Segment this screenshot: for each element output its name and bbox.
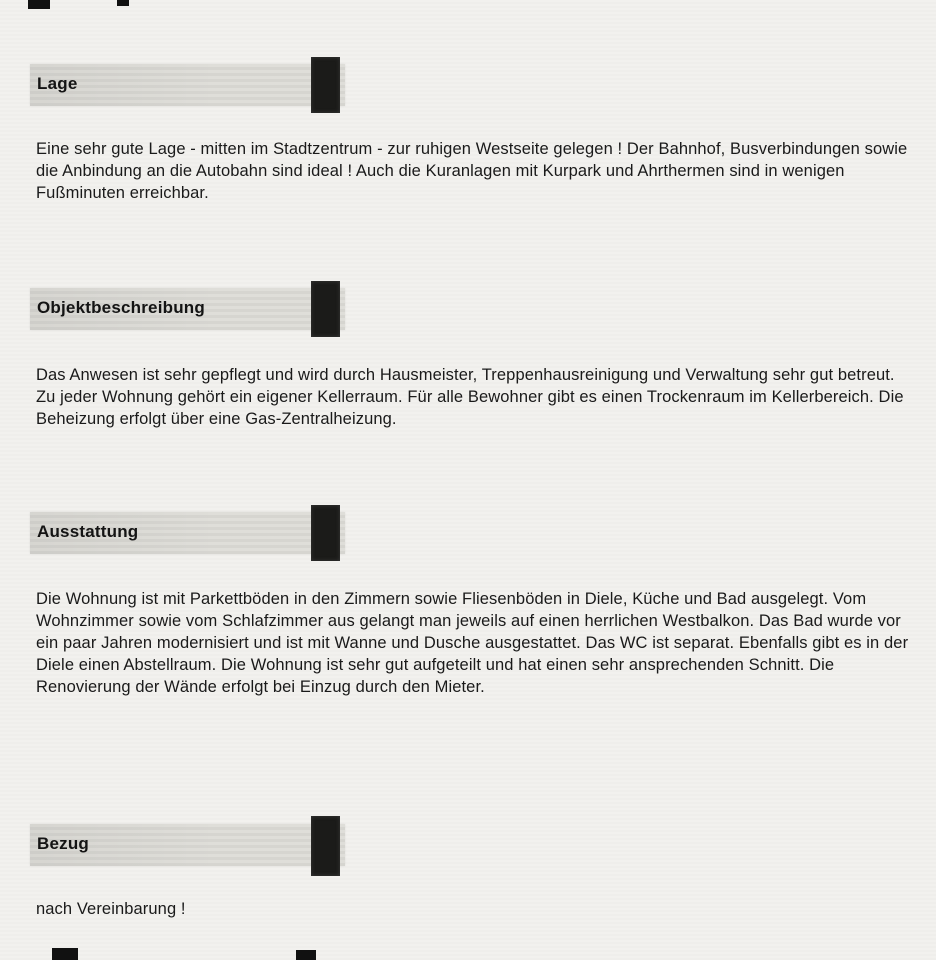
section-header-ausstattung [30, 512, 345, 554]
section-title-ausstattung: Ausstattung [37, 522, 139, 541]
section-header-objektbeschreibung [30, 288, 345, 330]
black-scan-mark [311, 281, 340, 337]
black-scan-mark [311, 816, 340, 876]
black-scan-mark [311, 505, 340, 561]
section-body-objektbeschreibung: Das Anwesen ist sehr gepflegt und wird durch Hausmeister, Treppenhausreinigung und Verwaltung sehr gut betreut. Zu jeder Wohnung gehört ein eigener Kellerraum. Für alle Bewohner gibt es einen Trockenraum im Kellerbereich. Die Beheizung erfolgt über eine Gas-Zentralheizung. [36, 366, 904, 428]
section-title-lage: Lage [37, 74, 78, 93]
section-body-bezug: nach Vereinbarung ! [36, 900, 186, 918]
scan-artifact-bottom-left [52, 948, 78, 960]
section-body-ausstattung: Die Wohnung ist mit Parkettböden in den Zimmern sowie Fliesenböden in Diele, Küche und Bad ausgelegt. Vom Wohnzimmer sowie vom Schlafzimmer aus gelangt man jeweils auf einen herrlichen Westbalkon. Das Bad wurde vor ein paar Jahren modernisiert und ist mit Wanne und Dusche ausgestattet. Das WC ist separat. Ebenfalls gibt es in der Diele einen Abstellraum. Die Wohnung ist sehr gut aufgeteilt und hat einen sehr ansprechenden Schnitt. Die Renovierung der Wände erfolgt bei Einzug durch den Mieter. [36, 590, 909, 696]
section-header-lage [30, 64, 345, 106]
section-title-objektbeschreibung: Objektbeschreibung [37, 298, 205, 317]
section-header-bezug [30, 824, 345, 866]
black-scan-mark [311, 57, 340, 113]
scan-artifact-bottom-mid [296, 950, 316, 960]
section-body-lage: Eine sehr gute Lage - mitten im Stadtzentrum - zur ruhigen Westseite gelegen ! Der Bahnhof, Busverbindungen sowie die Anbindung an die Autobahn sind ideal ! Auch die Kuranlagen mit Kurpark und Ahrthermen sind in wenigen Fußminuten erreichbar. [36, 140, 908, 202]
section-title-bezug: Bezug [37, 834, 89, 853]
scan-artifact-top-mid [117, 0, 129, 6]
scan-artifact-top-left [28, 0, 50, 9]
